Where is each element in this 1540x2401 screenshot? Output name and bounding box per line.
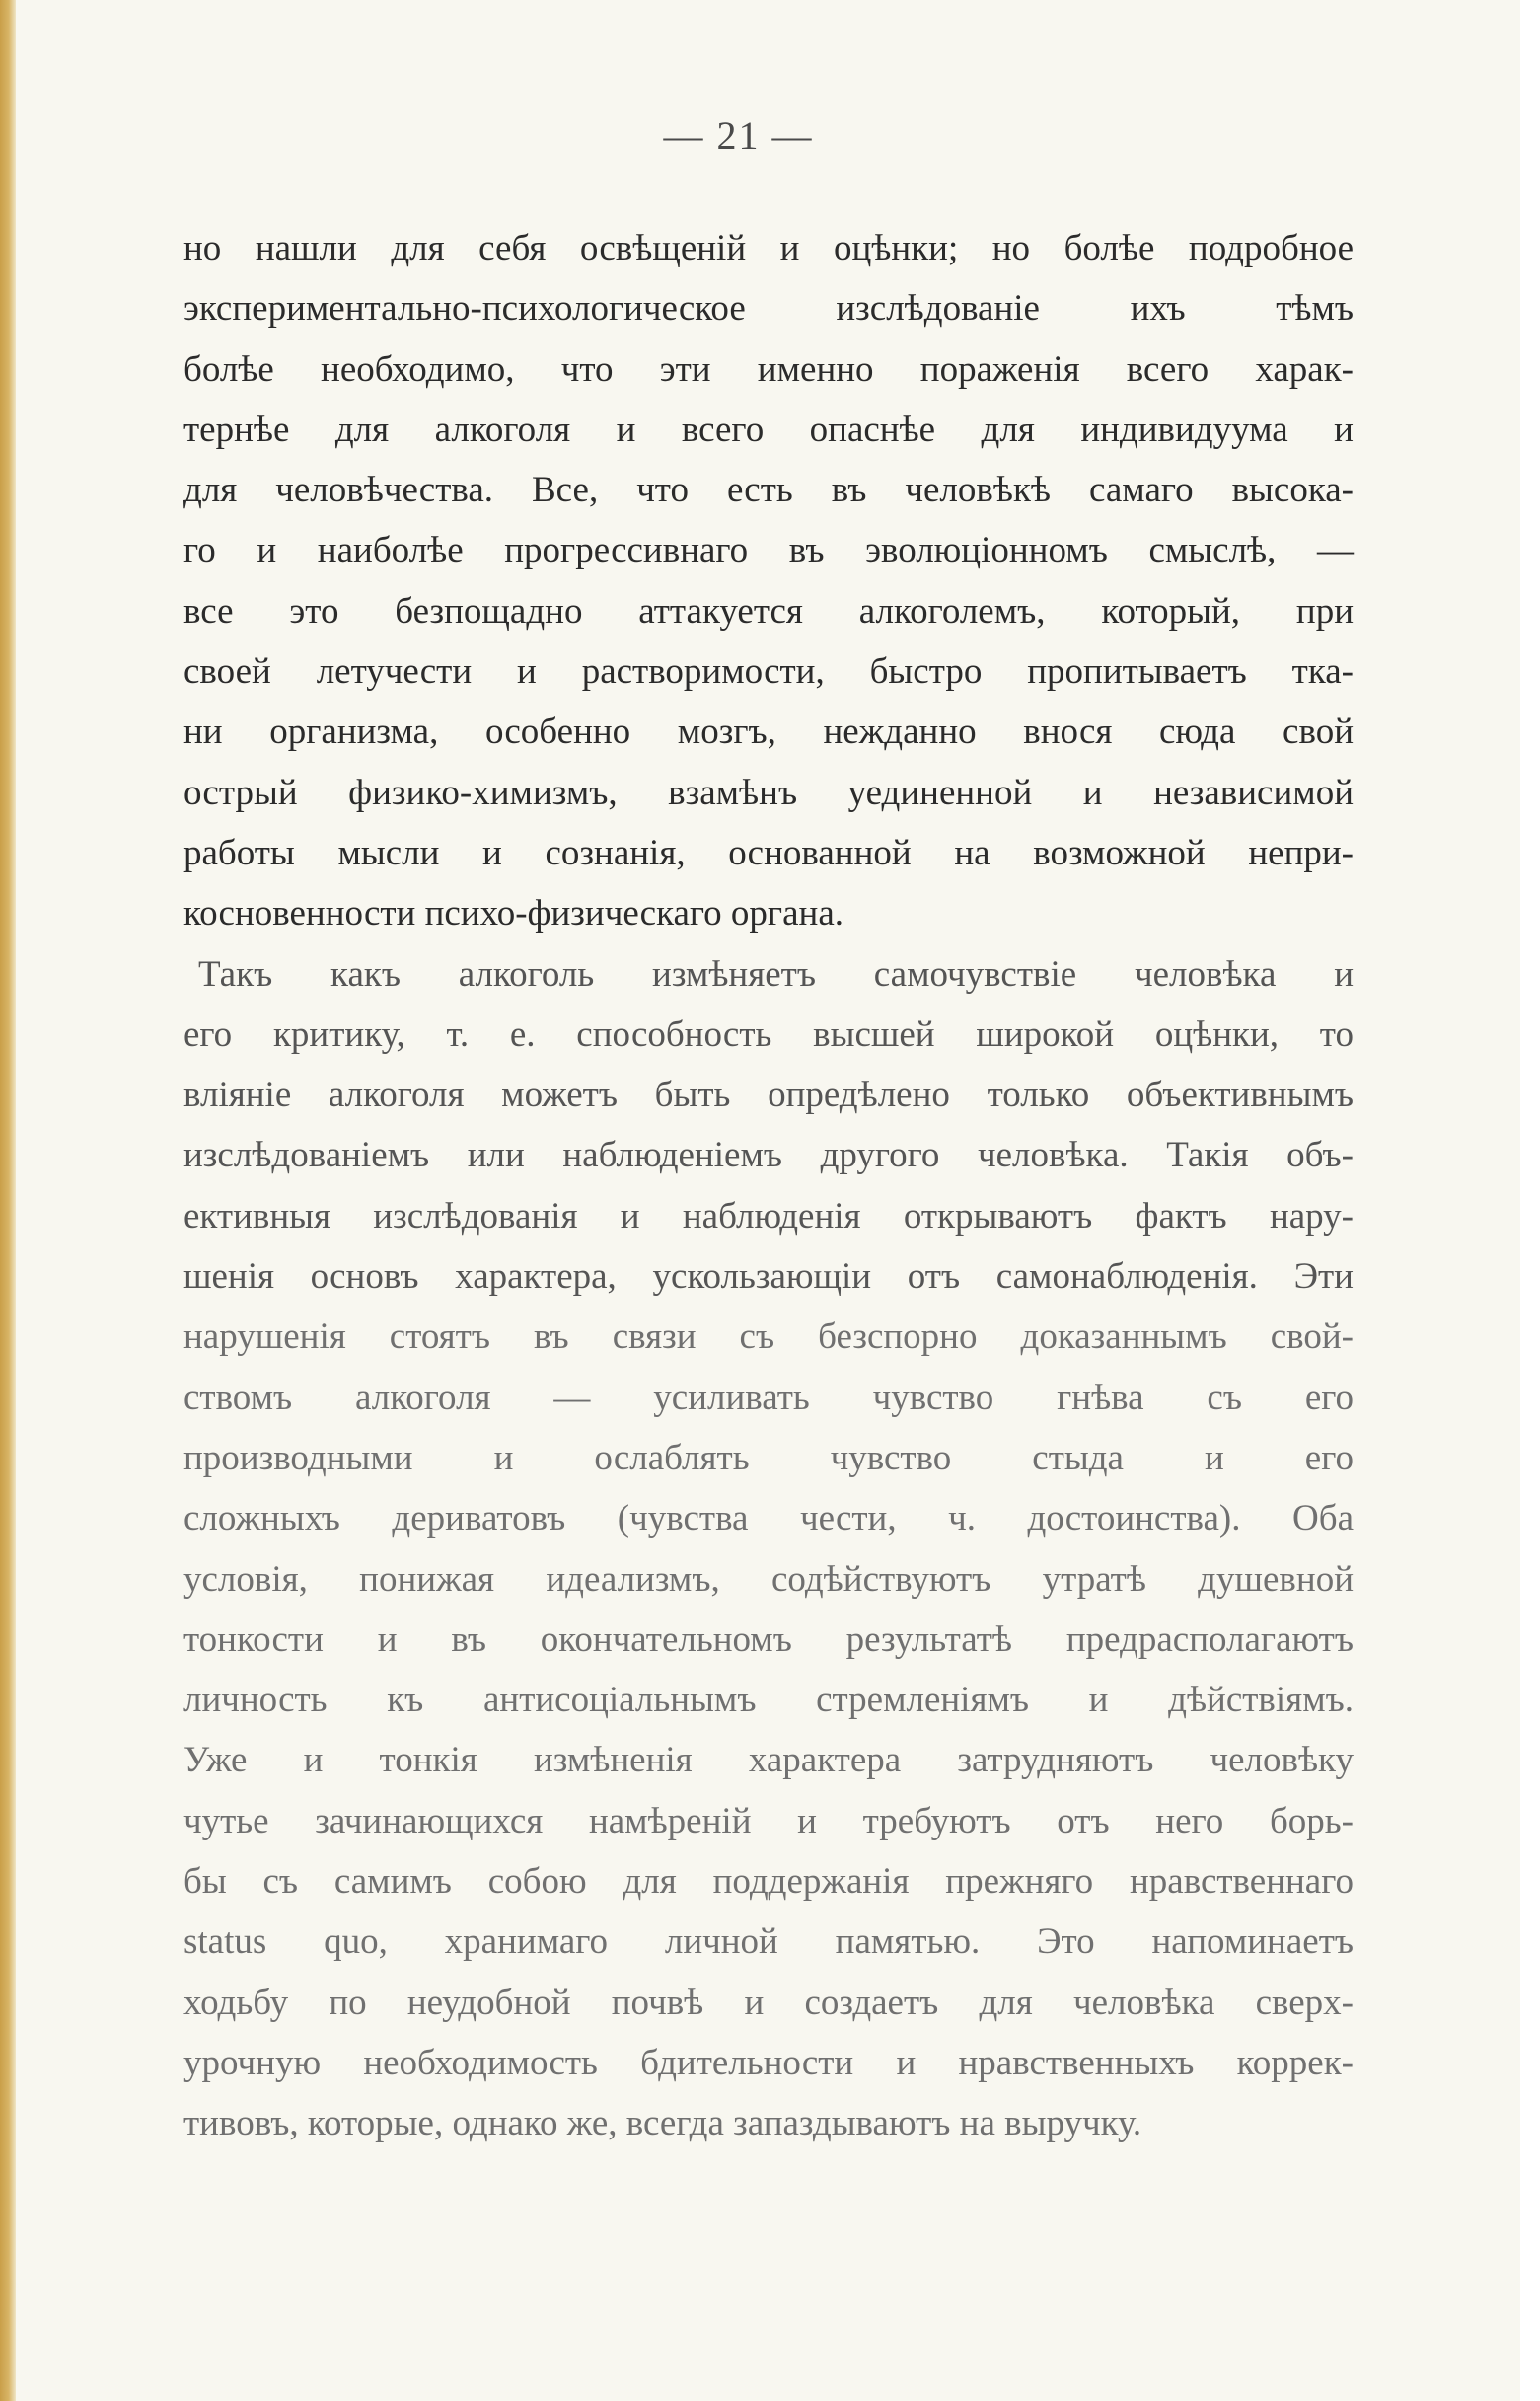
text-line: экспериментально-психологическое изслѣдованіе ихъ тѣмъ bbox=[183, 288, 1354, 330]
text-line: бы съ самимъ собою для поддержанія прежняго нравственнаго bbox=[183, 1861, 1354, 1903]
page-right-margin bbox=[1520, 0, 1540, 2401]
text-line: чутье зачинающихся намѣреній и требуютъ отъ него борь- bbox=[183, 1800, 1354, 1841]
page-spine-edge bbox=[0, 0, 16, 2401]
text-line: своей летучести и растворимости, быстро пропитываетъ тка- bbox=[183, 651, 1354, 693]
page-number: — 21 — bbox=[663, 113, 814, 158]
text-line: урочную необходимость бдительности и нравственныхъ коррек- bbox=[183, 2042, 1354, 2083]
text-line: го и наиболѣе прогрессивнаго въ эволюціонномъ смыслѣ, — bbox=[183, 530, 1354, 571]
text-line: ни организма, особенно мозгъ, нежданно внося сюда свой bbox=[183, 712, 1354, 753]
text-line: изслѣдованіемъ или наблюденіемъ другого человѣка. Такія объ- bbox=[183, 1135, 1354, 1176]
text-line: производными и ослаблять чувство стыда и его bbox=[183, 1437, 1354, 1478]
text-line: болѣе необходимо, что эти именно пораженія всего харак- bbox=[183, 348, 1354, 390]
text-line: Уже и тонкія измѣненія характера затрудняютъ человѣку bbox=[183, 1740, 1354, 1781]
body-text bbox=[183, 218, 1354, 2154]
text-line: ствомъ алкоголя — усиливать чувство гнѣва съ его bbox=[183, 1377, 1354, 1418]
text-line: ходьбу по неудобной почвѣ и создаетъ для человѣка сверх- bbox=[183, 1982, 1354, 2023]
text-line: сложныхъ дериватовъ (чувства чести, ч. достоинства). Оба bbox=[183, 1498, 1354, 1539]
text-line: шенія основъ характера, ускользающіи отъ самонаблюденія. Эти bbox=[183, 1256, 1354, 1298]
text-line: тернѣе для алкоголя и всего опаснѣе для индивидуума и bbox=[183, 409, 1354, 450]
text-line: тивовъ, которые, однако же, всегда запаздываютъ на выручку. bbox=[183, 2103, 1142, 2144]
text-line: status quo, хранимаго личной памятью. Это напоминаетъ bbox=[183, 1921, 1354, 1963]
text-line: личность къ антисоціальнымъ стремленіямъ и дѣйствіямъ. bbox=[183, 1680, 1354, 1721]
text-line: косновенности психо-физическаго органа. bbox=[183, 893, 843, 935]
text-line: ективныя изслѣдованія и наблюденія открываютъ фактъ нару- bbox=[183, 1195, 1354, 1237]
text-line: работы мысли и сознанія, основанной на возможной непри- bbox=[183, 832, 1354, 873]
text-line: но нашли для себя освѣщеній и оцѣнки; но болѣе подробное bbox=[183, 228, 1354, 268]
text-line: острый физико-химизмъ, взамѣнъ уединенной и независимой bbox=[183, 772, 1354, 813]
text-line: условія, понижая идеализмъ, содѣйствуютъ утратѣ душевной bbox=[183, 1558, 1354, 1600]
text-line: вліяніе алкоголя можетъ быть опредѣлено только объективнымъ bbox=[183, 1075, 1354, 1116]
text-line: все это безпощадно аттакуется алкоголемъ, который, при bbox=[183, 590, 1354, 632]
text-line: тонкости и въ окончательномъ результатѣ предрасполагаютъ bbox=[183, 1618, 1354, 1660]
paragraph-start-line: Такъ какъ алкоголь измѣняетъ самочувствіе человѣка и bbox=[198, 953, 1354, 995]
text-line: для человѣчества. Все, что есть въ человѣкѣ самаго высока- bbox=[183, 470, 1354, 511]
text-line: нарушенія стоятъ въ связи съ безспорно доказаннымъ свой- bbox=[183, 1316, 1354, 1358]
text-line: его критику, т. е. способность высшей широкой оцѣнки, то bbox=[183, 1013, 1354, 1055]
